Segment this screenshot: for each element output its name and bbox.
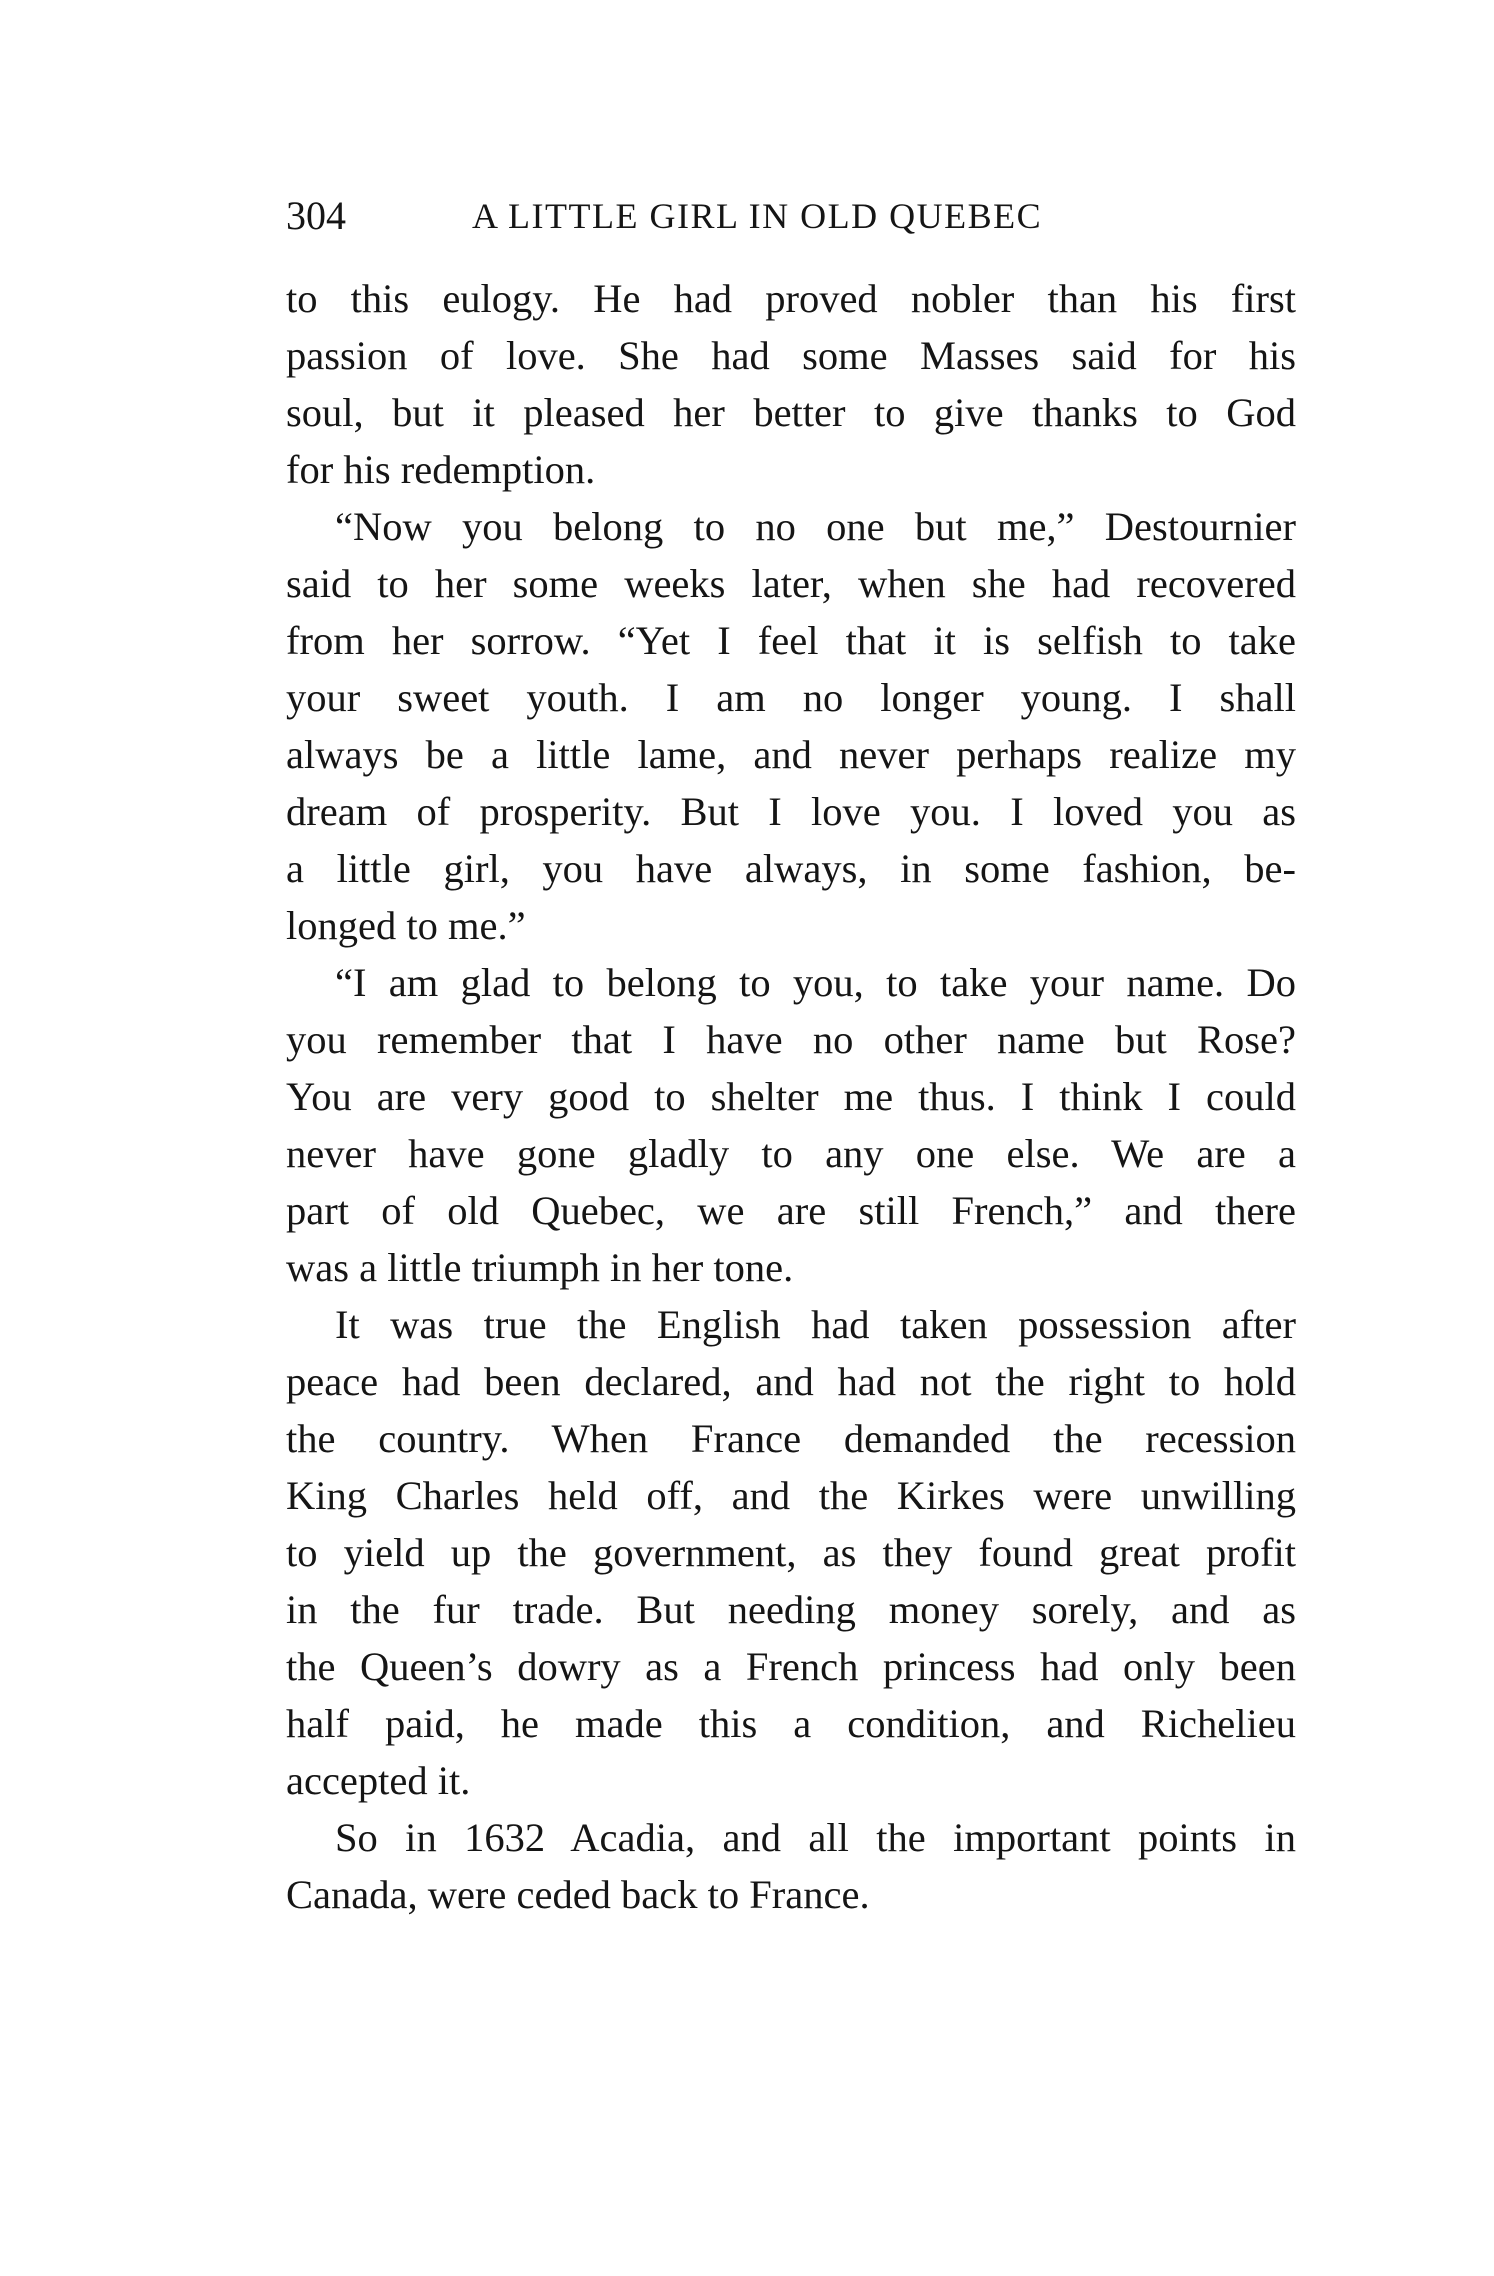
text-line: half paid, he made this a condition, and Richelieu — [286, 1701, 1296, 1746]
text-line: your sweet youth. I am no longer young. I shall — [286, 675, 1296, 720]
text-line: “Now you belong to no one but me,” Destournier — [335, 504, 1296, 549]
text-line: “I am glad to belong to you, to take your name. Do — [335, 960, 1296, 1005]
text-line: King Charles held off, and the Kirkes were unwilling — [286, 1473, 1296, 1518]
running-header — [286, 186, 1146, 246]
text-line: It was true the English had taken possession after — [335, 1302, 1296, 1347]
page-number: 304 — [286, 193, 346, 238]
text-line: You are very good to shelter me thus. I think I could — [286, 1074, 1296, 1119]
running-title: A LITTLE GIRL IN OLD QUEBEC — [472, 196, 1043, 236]
text-line: passion of love. She had some Masses said for his — [286, 333, 1296, 378]
text-line: So in 1632 Acadia, and all the important points in — [335, 1815, 1296, 1860]
text-line: soul, but it pleased her better to give thanks to God — [286, 390, 1296, 435]
text-line: Canada, were ceded back to France. — [286, 1872, 870, 1917]
text-line: in the fur trade. But needing money sorely, and as — [286, 1587, 1296, 1632]
text-line: was a little triumph in her tone. — [286, 1245, 794, 1290]
text-line: to yield up the government, as they found great profit — [286, 1530, 1296, 1575]
text-line: always be a little lame, and never perhaps realize my — [286, 732, 1296, 777]
text-line: said to her some weeks later, when she had recovered — [286, 561, 1296, 606]
body-text — [286, 270, 1296, 1923]
text-line: to this eulogy. He had proved nobler than his first — [286, 276, 1296, 321]
text-line: dream of prosperity. But I love you. I loved you as — [286, 789, 1296, 834]
text-line: longed to me.” — [286, 903, 526, 948]
text-line: the Queen’s dowry as a French princess had only been — [286, 1644, 1296, 1689]
text-line: never have gone gladly to any one else. We are a — [286, 1131, 1296, 1176]
text-line: a little girl, you have always, in some fashion, be- — [286, 846, 1296, 891]
text-line: from her sorrow. “Yet I feel that it is selfish to take — [286, 618, 1296, 663]
text-line: accepted it. — [286, 1758, 471, 1803]
text-line: part of old Quebec, we are still French,” and there — [286, 1188, 1296, 1233]
text-line: peace had been declared, and had not the right to hold — [286, 1359, 1296, 1404]
text-line: for his redemption. — [286, 447, 596, 492]
text-line: you remember that I have no other name but Rose? — [286, 1017, 1296, 1062]
text-line: the country. When France demanded the recession — [286, 1416, 1296, 1461]
